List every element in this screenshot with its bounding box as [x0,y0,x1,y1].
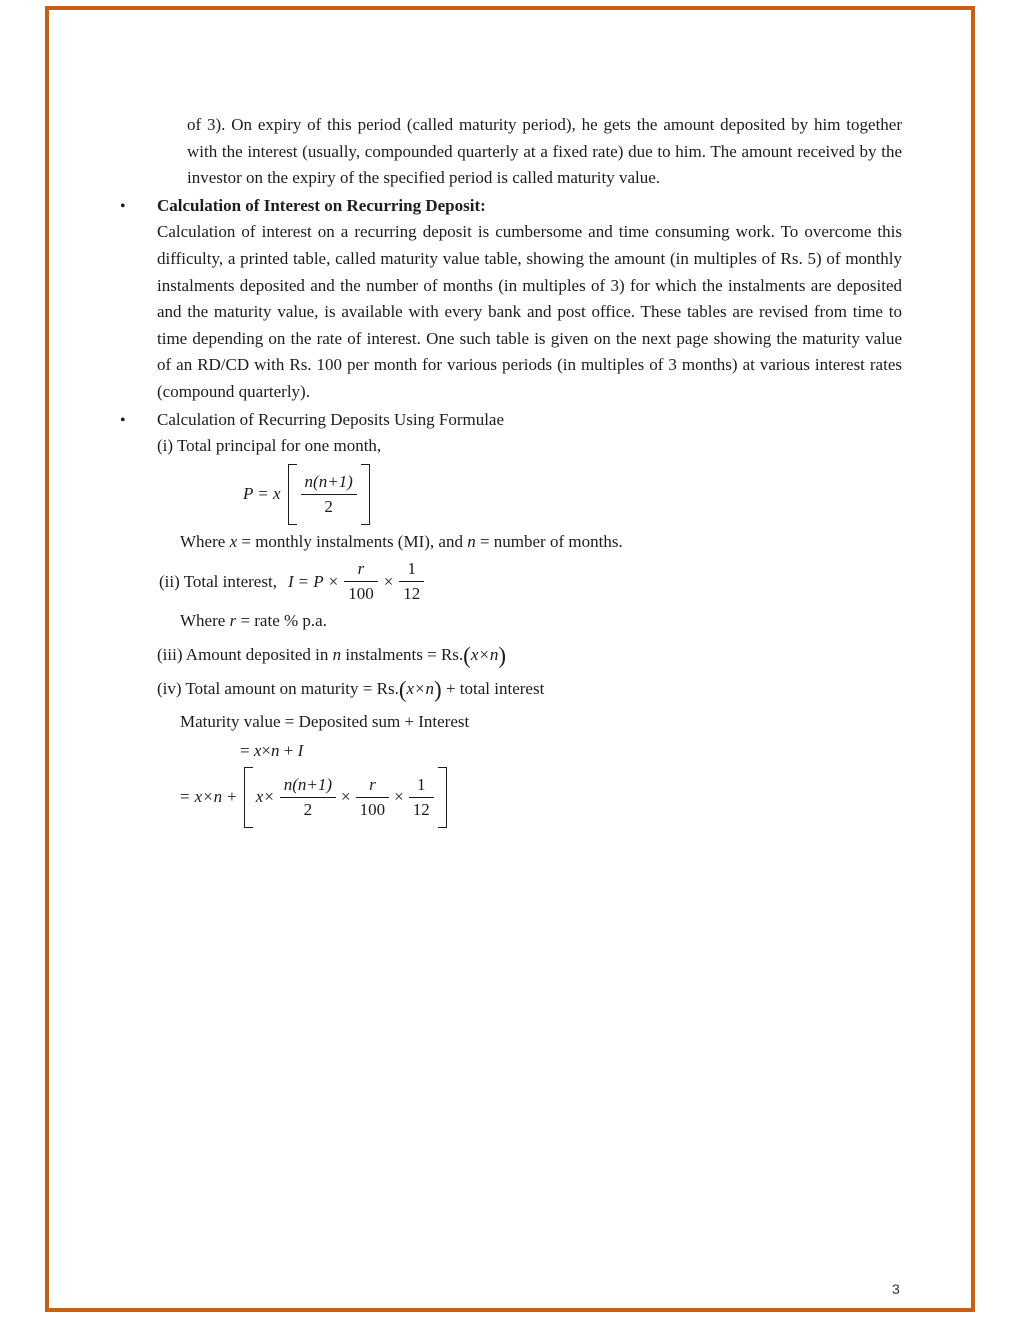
square-bracket-group [244,767,447,828]
times-sign: × [341,787,351,807]
fraction-r-over-100: $\frac{r}{100}$ [356,774,390,821]
bullet-icon: • [120,411,126,429]
expr-x-times-n: x×n [194,787,223,807]
fraction-n-n-plus-1-over-2: $\frac{n(n+1)}{2}$ [280,774,336,821]
equals-sign: = [258,483,268,503]
fraction-r-over-100: $\frac{r}{100}$ [344,558,378,605]
item-i-label: (i) Total principal for one month, [157,436,382,456]
maturity-line-2: = x×n + I [240,740,304,760]
formula-total-interest [159,558,902,605]
right-paren: ) [498,642,507,668]
fraction-n-n-plus-1-over-2: $\frac{n(n+1)}{2}$ [301,471,357,518]
var-n: n [270,740,280,760]
equals-sign: = [298,571,309,591]
section-heading-formulae: Calculation of Recurring Deposits Using Formulae [157,409,505,429]
times-sign: × [383,571,394,591]
left-paren: ( [398,676,407,702]
section-heading-interest: Calculation of Interest on Recurring Deposit: [157,195,486,215]
where-clause-ii: Where r = rate % p.a. [180,611,327,631]
var-I: I [287,571,294,591]
equals-sign: = [180,787,190,807]
plus-sign: + [227,787,237,807]
fraction-1-over-12: $\frac{1}{12}$ [399,558,424,605]
item-ii-label: (ii) Total interest, [159,571,277,591]
times-sign: × [394,787,404,807]
var-n: n [332,644,342,664]
right-bracket [438,767,447,828]
fraction-1-over-12: $\frac{1}{12}$ [409,774,434,821]
coef-x-times: x× [255,787,275,807]
expr-x-times-n: x×n [470,644,499,664]
section-formulae [157,407,902,829]
left-bracket [288,464,297,525]
var-x: x [272,483,281,503]
maturity-line-3 [180,767,902,828]
page-number: 3 [892,1281,900,1297]
left-bracket [244,767,253,828]
var-x: x [253,740,262,760]
var-P: P [313,571,324,591]
var-I: I [297,740,304,760]
intro-paragraph: of 3). On expiry of this period (called maturity period), he gets the amount deposited by him together with the interest (usually, compounded quarterly at a fixed rate) due to him. The amount received by the investor on the expiry of the specified period is called maturity value. [187,115,902,188]
left-paren: ( [463,642,471,668]
document-content [120,112,902,828]
times-sign: × [328,571,339,591]
var-x: x [229,531,238,551]
var-n: n [467,531,476,551]
times-sign: × [261,740,271,760]
var-r: r [229,611,237,631]
where-clause-i: Where x = monthly instalments (MI), and n = number of months. [180,531,623,551]
item-iii-line: (iii) Amount deposited in n instalments = Rs.(x×n) [157,642,507,668]
expr-x-times-n: x×n [406,678,435,698]
maturity-line-1: Maturity value = Deposited sum + Interest [180,712,470,732]
right-bracket [361,464,370,525]
bullet-icon: • [120,197,126,215]
formula-total-principal [243,464,902,525]
var-P: P [243,483,254,503]
square-bracket-group [288,464,370,525]
bullet-item-formulae [120,407,902,829]
item-iv-line: (iv) Total amount on maturity = Rs.(x×n) + total interest [157,676,545,702]
bullet-item-interest [120,193,902,406]
section-interest [157,193,902,406]
section-body-interest: Calculation of interest on a recurring deposit is cumbersome and time consuming work. To overcome this difficulty, a printed table, called maturity value table, showing the amount (in multiples of Rs. 5) of monthly instalments deposited and the number of months (in multiples of 3) for which the instalments are deposited and the maturity value, is available with every bank and post office. These tables are revised from time to time depending on the rate of interest. One such table is given on the next page showing the maturity value of an RD/CD with Rs. 100 per month for various periods (in multiples of 3 months) at various interest rates (compound quarterly). [157,222,902,401]
right-paren: ) [434,676,442,702]
